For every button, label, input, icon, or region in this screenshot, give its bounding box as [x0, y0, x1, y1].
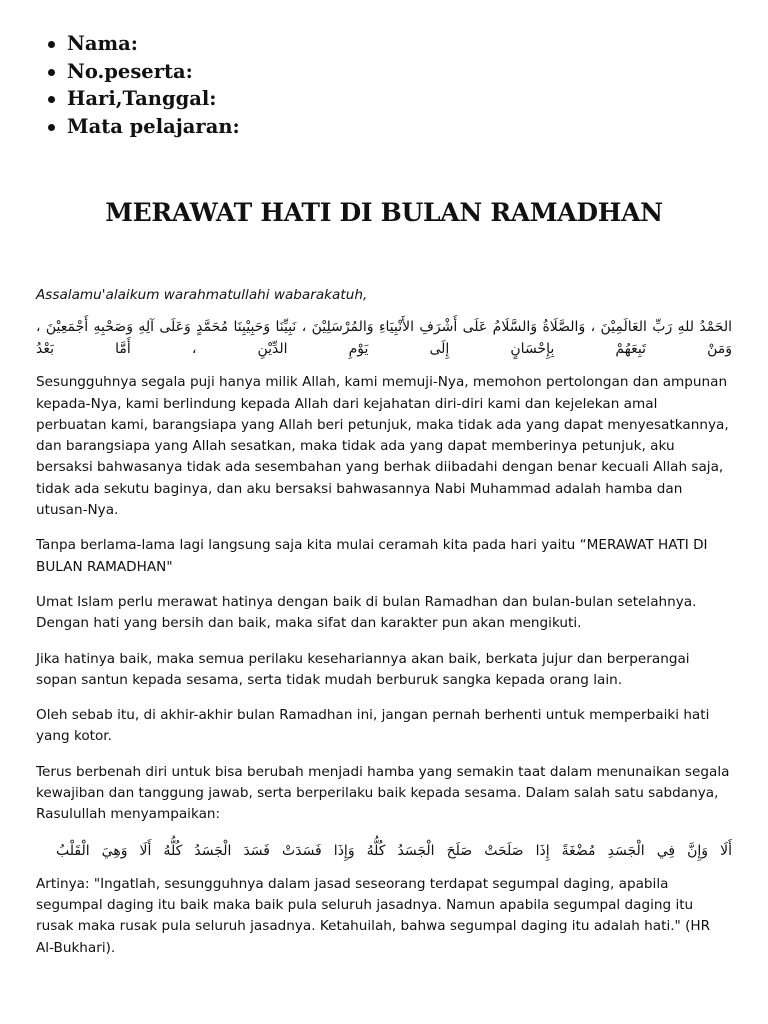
field-label: Mata pelajaran: [67, 114, 240, 138]
arabic-opening-text: الحَمْدُ للهِ رَبِّ العَالَمِيْنَ ، وَالصَّلَاةُ وَالسَّلَامُ عَلَى أَشْرَفِ الأَنْبِيَاءِ وَالمُرْسَلِيْنَ ، نَبِيِّنَا وَحَبِيْبِنَا مُحَمَّدٍ وَعَلَى آلِهِ وَصَحْبِهِ أَجْمَعِيْنَ ، وَمَنْ تَبِعَهُمْ بِإِحْسَانٍ إِلَى يَوْمِ الدِّيْنِ ، أَمَّا بَعْدُ [36, 319, 732, 358]
bullet-icon [48, 124, 55, 131]
field-mata-pelajaran [48, 113, 240, 141]
bullet-icon [48, 96, 55, 103]
bullet-icon [48, 69, 55, 76]
field-label: Nama: [67, 32, 138, 55]
field-nama [48, 30, 240, 58]
field-hari-tanggal [48, 85, 240, 113]
paragraph: Jika hatinya baik, maka semua perilaku kesehariannya akan baik, berkata jujur dan berperangai sopan santun kepada sesama, serta tidak mudah berburuk sangka kepada orang lain. [36, 650, 690, 688]
paragraph: Oleh sebab itu, di akhir-akhir bulan Ramadhan ini, jangan pernah berhenti untuk memperbaiki hati yang kotor. [36, 707, 710, 745]
field-label: No.peserta: [67, 59, 193, 83]
paragraph: Sesungguhnya segala puji hanya milik Allah, kami memuji-Nya, memohon pertolongan dan ampunan kepada-Nya, kami berlindung kepada Allah dari kejahatan diri-diri kami dan kejelekan amal perbuatan kami, barangsiapa yang Allah beri petunjuk, maka tidak ada yang dapat menyesatkannya, dan barangsiapa yang Allah sesatkan, maka tidak ada yang dapat memberinya petunjuk, aku bersaksi bahwasanya tidak ada sesembahan yang berhak diibadahi dengan benar kecuali Allah saja, tidak ada sekutu baginya, dan aku bersaksi bahwasannya Nabi Muhammad adalah hamba dan utusan-Nya. [36, 374, 729, 519]
document-body [36, 285, 732, 973]
paragraph: Tanpa berlama-lama lagi langsung saja kita mulai ceramah kita pada hari yaitu “MERAWAT HATI DI BULAN RAMADHAN" [36, 537, 708, 575]
field-label: Hari,Tanggal: [67, 87, 217, 110]
translation-paragraph: Artinya: "Ingatlah, sesungguhnya dalam jasad seseorang terdapat segumpal daging, apabila segumpal daging itu baik maka baik pula seluruh jasadnya. Namun apabila segumpal daging itu rusak maka rusak pula seluruh jasadnya. Ketahuilah, bahwa segumpal daging itu adalah hati." (HR Al-Bukhari). [36, 875, 711, 956]
field-no-peserta [48, 58, 240, 86]
bullet-icon [48, 41, 55, 48]
greeting-text: Assalamu'alaikum warahmatullahi wabarakatuh, [36, 287, 368, 303]
participant-info-list [48, 30, 240, 140]
paragraph: Umat Islam perlu merawat hatinya dengan baik di bulan Ramadhan dan bulan-bulan setelahnya. Dengan hati yang bersih dan baik, maka sifat dan karakter pun akan mengikuti. [36, 593, 697, 632]
paragraph: Terus berbenah diri untuk bisa berubah menjadi hamba yang semakin taat dalam menunaikan segala kewajiban dan tanggung jawab, serta berperilaku baik kepada sesama. Dalam salah satu sabdanya, Rasulullah menyampaikan: [36, 763, 730, 823]
arabic-hadith-text: أَلَا وَإِنَّ فِي الْجَسَدِ مُضْغَةً إِذَا صَلَحَتْ صَلَحَ الْجَسَدُ كُلُّهُ وَإِذَا فَسَدَتْ فَسَدَ الْجَسَدُ كُلُّهُ أَلَا وَهِيَ الْقَلْبُ [56, 842, 732, 859]
page-title: MERAWAT HATI DI BULAN RAMADHAN [105, 198, 663, 227]
